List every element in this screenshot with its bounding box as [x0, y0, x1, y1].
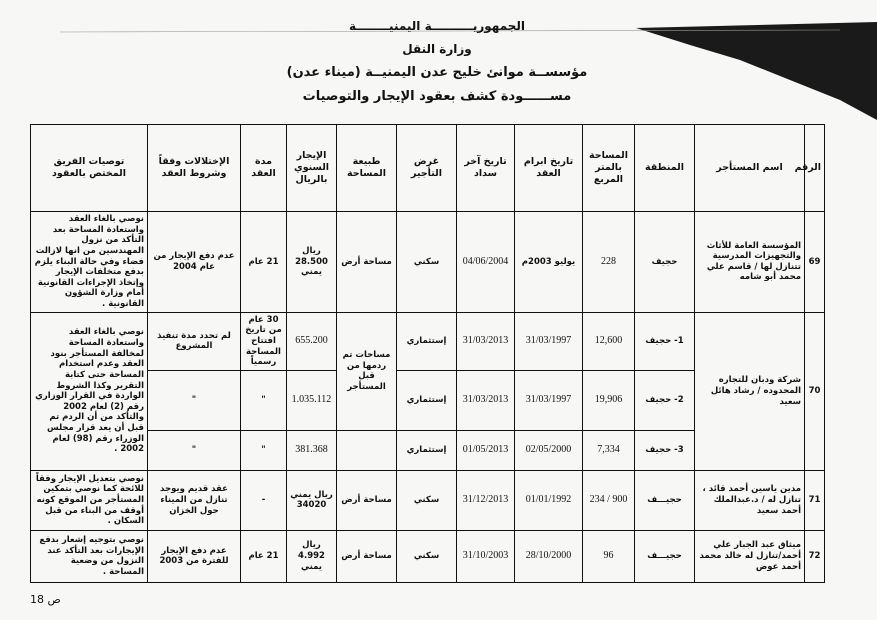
document-header — [177, 20, 697, 114]
table-row — [31, 212, 825, 313]
table-row — [31, 530, 825, 582]
size-value: 12,600 — [583, 312, 635, 370]
duration: 21 عام — [241, 212, 287, 313]
tenant-name: شركة ودبان للتجاره المحدوده / رشاد هائل سعيد — [695, 312, 805, 470]
page-number: ص 18 — [30, 593, 61, 606]
contract-date: يوليو 2003م — [515, 212, 583, 313]
col-header-area: المنطقة — [635, 125, 695, 212]
area-name: 2- حجيف — [635, 370, 695, 430]
col-header-contract-date: تاريخ ابرام العقد — [515, 125, 583, 212]
duration: 21 عام — [241, 530, 287, 582]
col-header-violations: الإختلالات وفقاً وشروط العقد — [148, 125, 241, 212]
col-header-rent: الإيجار السنوي بالريال — [287, 125, 337, 212]
contract-date: 28/10/2000 — [515, 530, 583, 582]
recommendation: نوصي بالغاء العقد واستعادة المساحة بعد التأكد من نزول المهندسين من انها لازالت فضاء وفي حالة البناء يلزم بدفع متخلفات الإيجار وإتخاذ الإجراءات القانونية أمام وزارة الشؤون القانونية . — [31, 212, 148, 313]
duration: - — [241, 470, 287, 530]
rent-value: 381.368 — [287, 430, 337, 470]
row-no: 72 — [805, 530, 825, 582]
corporation-title: مؤسســة موانئ خليج عدن اليمنيــة (ميناء عدن) — [286, 65, 588, 80]
contract-date: 31/03/1997 — [515, 312, 583, 370]
col-header-duration: مدة العقد — [241, 125, 287, 212]
violations: عدم دفع الإيجار للفترة من 2003 — [148, 530, 241, 582]
col-header-last-payment: تاريخ آخر سداد — [457, 125, 515, 212]
col-header-nature: طبيعة المساحة — [337, 125, 397, 212]
violations: عدم دفع الإيجار من عام 2004 — [148, 212, 241, 313]
last-payment-date: 31/10/2003 — [457, 530, 515, 582]
purpose: إستثماري — [397, 430, 457, 470]
ministry-title: وزارة النقل — [402, 42, 472, 56]
area-name: حجيـــف — [635, 470, 695, 530]
size-value: 900 / 234 — [583, 470, 635, 530]
republic-title: الجمهوريــــــــــة اليمنيــــــــة — [348, 19, 526, 33]
contract-date: 02/05/2000 — [515, 430, 583, 470]
recommendation: نوصي بتوجيه إشعار بدفع الإيجارات بعد التأكد عند النزول من وضعية المساحة . — [31, 530, 148, 582]
nature: مساحة أرض — [337, 470, 397, 530]
rent-value: ريال 28.500 يمني — [287, 212, 337, 313]
lease-table — [30, 124, 825, 583]
duration: " — [241, 430, 287, 470]
last-payment-date: 01/05/2013 — [457, 430, 515, 470]
rent-value: 1.035.112 — [287, 370, 337, 430]
row-no: 69 — [805, 212, 825, 313]
last-payment-date: 31/12/2013 — [457, 470, 515, 530]
violations: " — [148, 370, 241, 430]
col-header-tenant: اسم المستأجر — [695, 125, 805, 212]
nature-empty — [337, 430, 397, 470]
area-name: حجيـــف — [635, 530, 695, 582]
area-name: 3- حجيف — [635, 430, 695, 470]
violations: عقد قديم ويوجد تنازل من الميناء حول الخزان — [148, 470, 241, 530]
violations: " — [148, 430, 241, 470]
table-row — [31, 470, 825, 530]
area-name: 1- حجيف — [635, 312, 695, 370]
size-value: 7,334 — [583, 430, 635, 470]
nature: مساحة أرض — [337, 530, 397, 582]
col-header-recommendations: توصيات الفريق المختص بالعقود — [31, 125, 148, 212]
recommendation: نوصي بالغاء العقد واستعادة المساحة لمخالفة المستأجر بنود العقد وعدم استخدام المساحة حتى كتابة التقرير وكذا الشروط الواردة في القرار الوزاري رقم (2) لعام 2002 والتأكد من أن الردم تم قبل أن يعد قرار مجلس الوزراء رقم (98) لعام 2002 . — [31, 312, 148, 470]
purpose: إستثماري — [397, 312, 457, 370]
size-value: 19,906 — [583, 370, 635, 430]
duration: " — [241, 370, 287, 430]
col-header-purpose: غرض التأجير — [397, 125, 457, 212]
tenant-name: ميثاق عبد الجبار علي أحمد/تنازل له خالد محمد أحمد عوض — [695, 530, 805, 582]
row-no: 70 — [805, 312, 825, 470]
recommendation: نوصي بتعديل الإيجار وفقاً للائحة كما نوصي بتمكين المستأجر من الموقع كونه أوقف من البناء من قبل السكان . — [31, 470, 148, 530]
last-payment-date: 31/03/2013 — [457, 312, 515, 370]
purpose: سكني — [397, 530, 457, 582]
row-no: 71 — [805, 470, 825, 530]
last-payment-date: 31/03/2013 — [457, 370, 515, 430]
tenant-name: المؤسسة العامة للأثاث والتجهيزات المدرسية تتنازل لها / قاسم علي محمد أبو شامه — [695, 212, 805, 313]
area-name: حجيف — [635, 212, 695, 313]
size-value: 96 — [583, 530, 635, 582]
rent-value: ريال 4.992 يمني — [287, 530, 337, 582]
last-payment-date: 04/06/2004 — [457, 212, 515, 313]
table-row — [31, 312, 825, 370]
col-header-no: الرقم — [805, 125, 825, 212]
table-header-row — [31, 125, 825, 212]
nature: مساحات تم ردمها من قبل المستأجر — [337, 312, 397, 430]
nature: مساحة أرض — [337, 212, 397, 313]
purpose: إستثماري — [397, 370, 457, 430]
size-value: 228 — [583, 212, 635, 313]
purpose: سكني — [397, 470, 457, 530]
col-header-size: المساحة بالمتر المربع — [583, 125, 635, 212]
duration: 30 عام من تاريخ افتتاح المساحة رسمياً — [241, 312, 287, 370]
document-subtitle: مســــــودة كشف بعقود الإيجار والتوصيات — [302, 89, 572, 104]
contract-date: 31/03/1997 — [515, 370, 583, 430]
rent-value: 655.200 — [287, 312, 337, 370]
tenant-name: مدين ياسين أحمد قائد ، تنازل له / د.عبدالملك أحمد سعيد — [695, 470, 805, 530]
rent-value: ريال يمني 34020 — [287, 470, 337, 530]
contract-date: 01/01/1992 — [515, 470, 583, 530]
purpose: سكني — [397, 212, 457, 313]
violations: لم تحدد مدة تنفيذ المشروع — [148, 312, 241, 370]
